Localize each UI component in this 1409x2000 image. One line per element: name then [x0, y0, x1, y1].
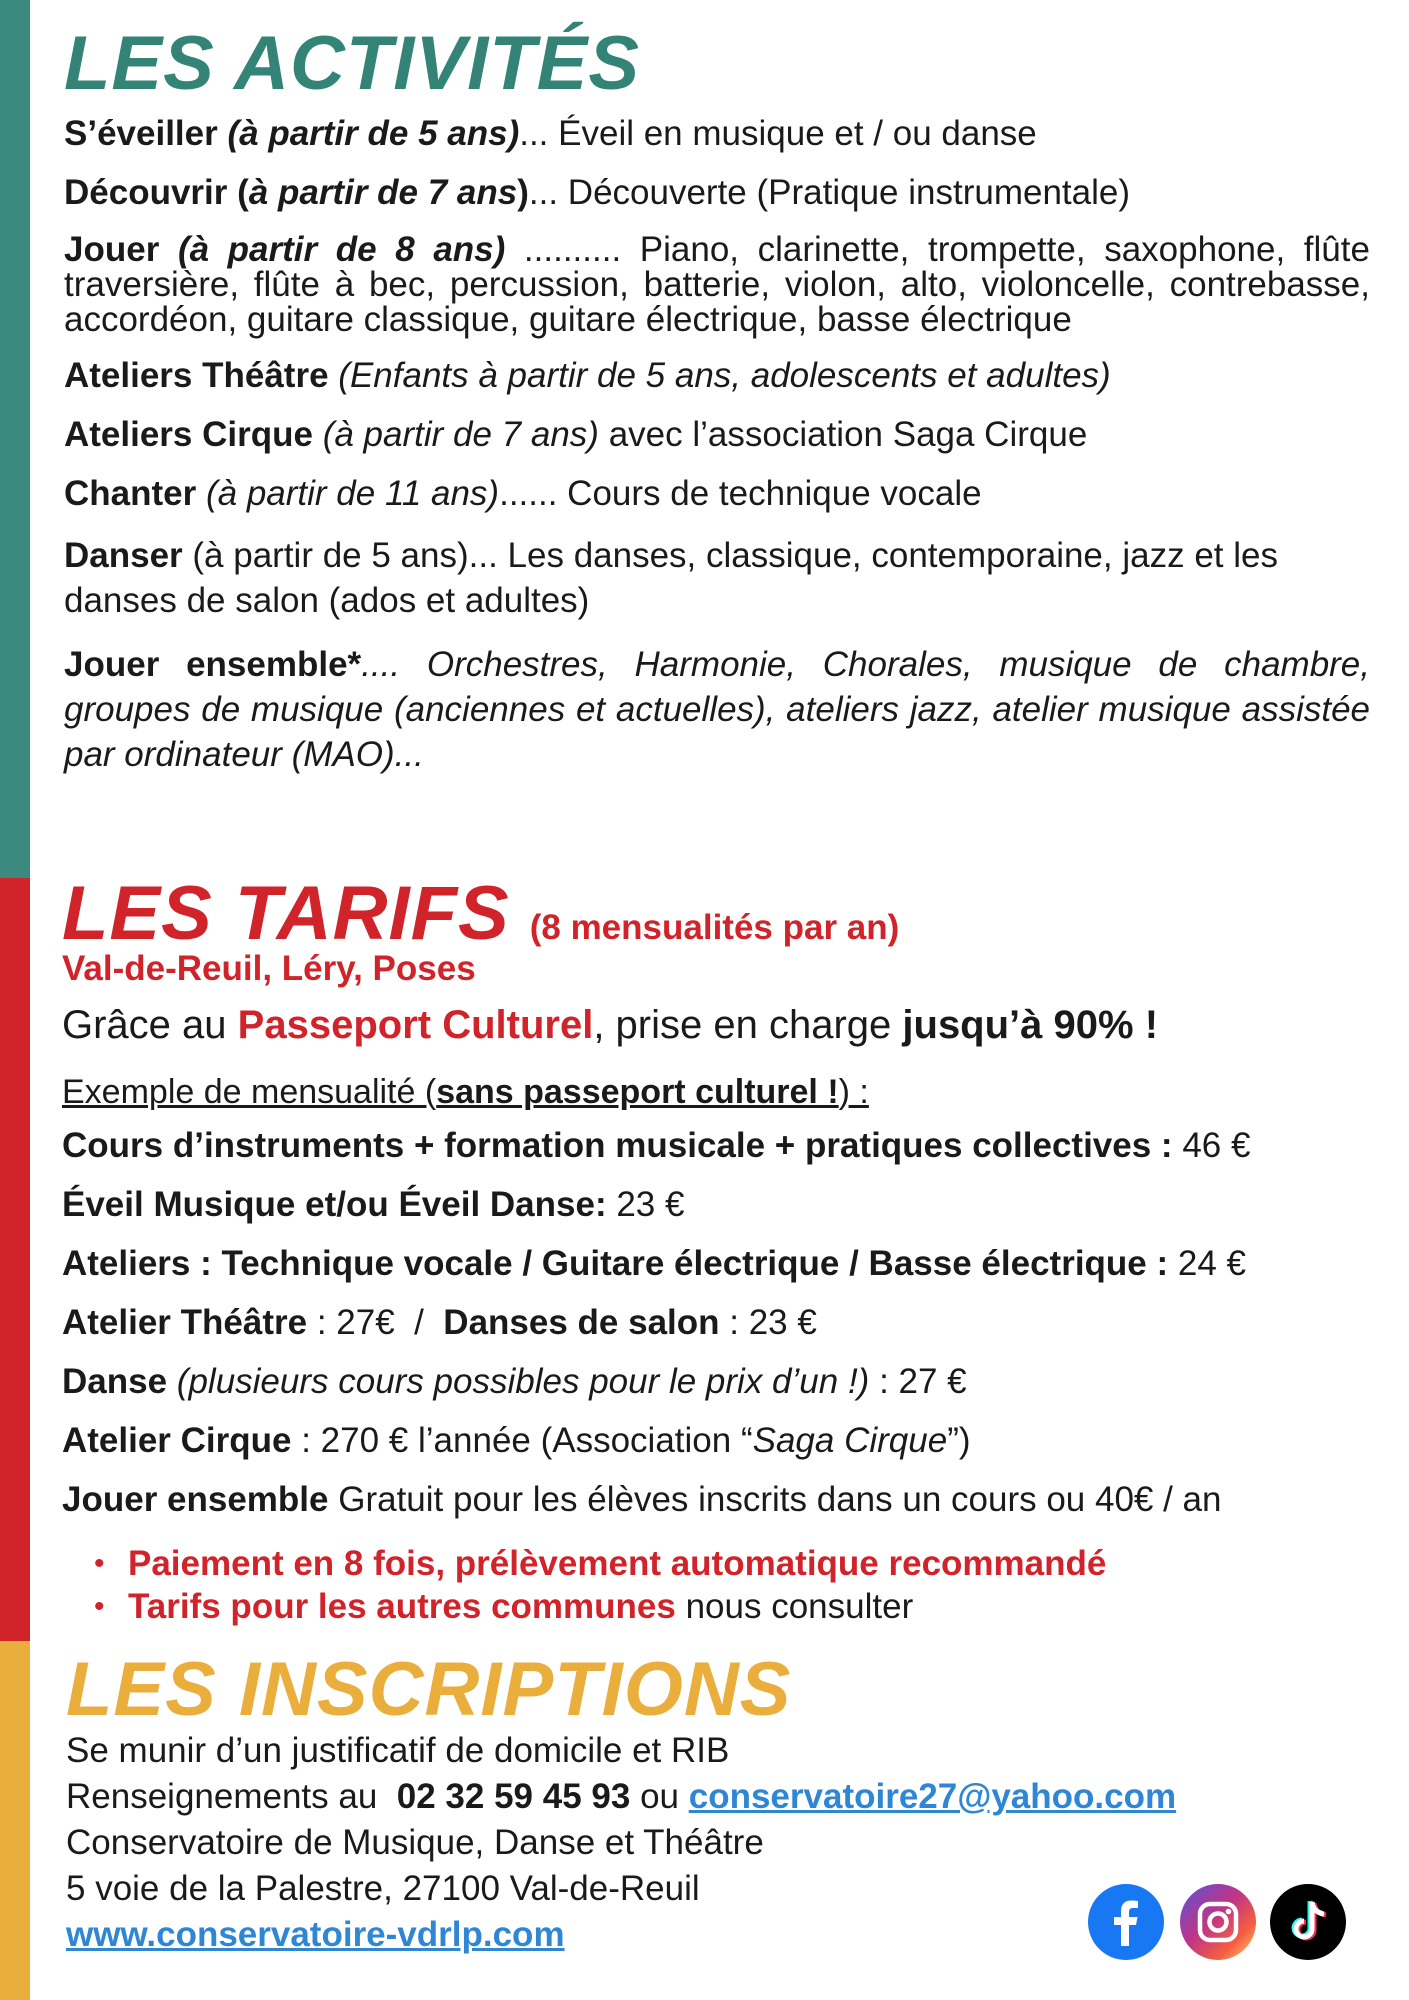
tarif-price: : 27€ /	[316, 1303, 444, 1342]
passeport-mid: , prise en charge	[593, 1003, 892, 1047]
activity-label: Découvrir (	[64, 173, 249, 212]
tarifs-section	[62, 872, 1372, 1628]
activity-label: Jouer ensemble*	[64, 645, 362, 684]
teal-side-bar	[0, 0, 30, 878]
activity-cirque	[64, 415, 1370, 455]
inscriptions-title: LES INSCRIPTIONS	[66, 1647, 792, 1732]
tarifs-towns: Val-de-Reuil, Léry, Poses	[62, 949, 476, 988]
email-link[interactable]: conservatoire27@yahoo.com	[688, 1777, 1177, 1816]
tarif-label: Ateliers : Technique vocale / Guitare électrique / Basse électrique :	[62, 1244, 1169, 1283]
tarif-price: 46 €	[1182, 1126, 1251, 1165]
tarif-theatre	[62, 1303, 1372, 1343]
tarif-price: 24 €	[1177, 1244, 1246, 1283]
bullet-text-rest: nous consulter	[685, 1587, 914, 1626]
tarifs-header	[62, 872, 1372, 956]
phone-number[interactable]: 02 32 59 45 93	[396, 1777, 631, 1816]
activity-desc: (Enfants à partir de 5 ans, adolescents et adultes)	[338, 356, 1111, 395]
bullet-paiement	[90, 1542, 1372, 1585]
activity-label: Danser	[64, 536, 183, 575]
activity-decouvrir	[64, 173, 1370, 213]
tarifs-subtitle: (8 mensualités par an)	[529, 908, 900, 947]
tiktok-icon[interactable]	[1270, 1884, 1346, 1960]
tarif-label: Éveil Musique et/ou Éveil Danse:	[62, 1185, 607, 1224]
activity-theatre	[64, 356, 1370, 396]
tarifs-title: LES TARIFS	[62, 871, 510, 956]
activities-section	[64, 22, 1370, 796]
activity-danser	[64, 533, 1370, 623]
bullet-autres-communes	[90, 1585, 1372, 1628]
tarif-price: 23 €	[616, 1185, 685, 1224]
example-heading	[62, 1072, 1372, 1112]
activity-label: S’éveiller	[64, 114, 218, 153]
tiktok-glyph	[1270, 1884, 1346, 1960]
tarif-price-salon: : 23 €	[729, 1303, 817, 1342]
activity-desc: .......... Piano, clarinette, trompette, saxophone, flûte traversière, flûte à bec, percussion, batterie, violon, alto, violoncelle, contrebasse, accordéon, guitare classique, guitare électrique, basse électrique	[64, 230, 1370, 339]
activity-jouer	[64, 232, 1370, 337]
passeport-bold: jusqu’à 90% !	[902, 1003, 1159, 1047]
tarif-label: Cours d’instruments + formation musicale + pratiques collectives :	[62, 1126, 1173, 1165]
ou-label: ou	[640, 1777, 679, 1816]
passeport-name: Passeport Culturel	[237, 1003, 594, 1047]
tarif-label: Atelier Cirque	[62, 1421, 292, 1460]
activity-desc: (à partir de 5 ans)... Les danses, classique, contemporaine, jazz et les danses de salon (ados et adultes)	[64, 536, 1278, 620]
tarif-danse	[62, 1362, 1372, 1402]
conservatoire-address: 5 voie de la Palestre, 27100 Val-de-Reuil	[66, 1869, 700, 1908]
tarif-assoc: Saga Cirque	[752, 1421, 948, 1460]
facebook-glyph	[1088, 1884, 1164, 1960]
activity-desc: .... Orchestres, Harmonie, Chorales, musique de chambre, groupes de musique (anciennes et actuelles), ateliers jazz, atelier musique assistée par ordinateur (MAO)...	[64, 645, 1371, 774]
tarif-ateliers	[62, 1244, 1372, 1284]
tarif-label: Atelier Théâtre	[62, 1303, 308, 1342]
activity-desc: avec l’association Saga Cirque	[608, 415, 1088, 454]
passeport-pre: Grâce au	[62, 1003, 227, 1047]
example-post: ) :	[838, 1073, 869, 1111]
activity-age: (à partir de 7 ans)	[322, 415, 599, 454]
website-line	[66, 1912, 1372, 1958]
activity-desc: ... Découverte (Pratique instrumentale)	[528, 173, 1130, 212]
tarif-desc: Gratuit pour les élèves inscrits dans un cours ou 40€ / an	[338, 1480, 1222, 1519]
activity-age: (à partir de 5 ans)	[227, 114, 520, 153]
tarif-close: ”)	[947, 1421, 971, 1460]
tarif-price: : 27 €	[879, 1362, 967, 1401]
activity-desc: ... Éveil en musique et / ou danse	[519, 114, 1037, 153]
tarif-price: : 270 € l’année (Association “	[301, 1421, 753, 1460]
tarif-eveil	[62, 1185, 1372, 1225]
activity-age: (à partir de 8 ans)	[177, 230, 506, 269]
tarif-note: (plusieurs cours possibles pour le prix d’un !)	[176, 1362, 870, 1401]
tarif-label: Danse	[62, 1362, 168, 1401]
example-bold: sans passeport culturel !	[436, 1073, 839, 1111]
inscriptions-docs: Se munir d’un justificatif de domicile et RIB	[66, 1731, 730, 1770]
activity-ensemble	[64, 642, 1370, 777]
instagram-glyph	[1180, 1884, 1256, 1960]
yellow-side-bar	[0, 1641, 30, 2000]
activity-chanter	[64, 474, 1370, 514]
inscriptions-contact	[66, 1774, 1372, 1820]
bullet-text-red: Tarifs pour les autres communes	[128, 1587, 676, 1626]
activity-desc: ...... Cours de technique vocale	[499, 474, 982, 513]
instagram-icon[interactable]	[1180, 1884, 1256, 1960]
activities-title: LES ACTIVITÉS	[64, 21, 641, 106]
activity-label: Ateliers Théâtre	[64, 356, 329, 395]
renseignements-label: Renseignements au	[66, 1777, 378, 1816]
activity-age: (à partir de 11 ans)	[205, 474, 500, 513]
red-side-bar	[0, 878, 30, 1641]
bullet-text: Paiement en 8 fois, prélèvement automatique recommandé	[128, 1544, 1107, 1583]
example-pre: Exemple de mensualité (	[62, 1073, 437, 1111]
facebook-icon[interactable]	[1088, 1884, 1164, 1960]
tarif-ensemble	[62, 1480, 1372, 1520]
tarif-cirque	[62, 1421, 1372, 1461]
tarifs-bullets	[90, 1542, 1372, 1628]
activity-label: Jouer	[64, 230, 160, 269]
inscriptions-section	[66, 1648, 1372, 1958]
activity-label: Ateliers Cirque	[64, 415, 313, 454]
conservatoire-name: Conservatoire de Musique, Danse et Théâtre	[66, 1823, 764, 1862]
activity-age: à partir de 7 ans	[248, 173, 518, 212]
website-link[interactable]: www.conservatoire-vdrlp.com	[66, 1915, 565, 1954]
activity-eveiller	[64, 114, 1370, 154]
tarif-label-salon: Danses de salon	[443, 1303, 720, 1342]
tarif-label: Jouer ensemble	[62, 1480, 329, 1519]
passeport-line	[62, 1000, 1372, 1050]
activity-paren: )	[517, 173, 529, 212]
tarif-cours	[62, 1126, 1372, 1166]
activity-label: Chanter	[64, 474, 197, 513]
